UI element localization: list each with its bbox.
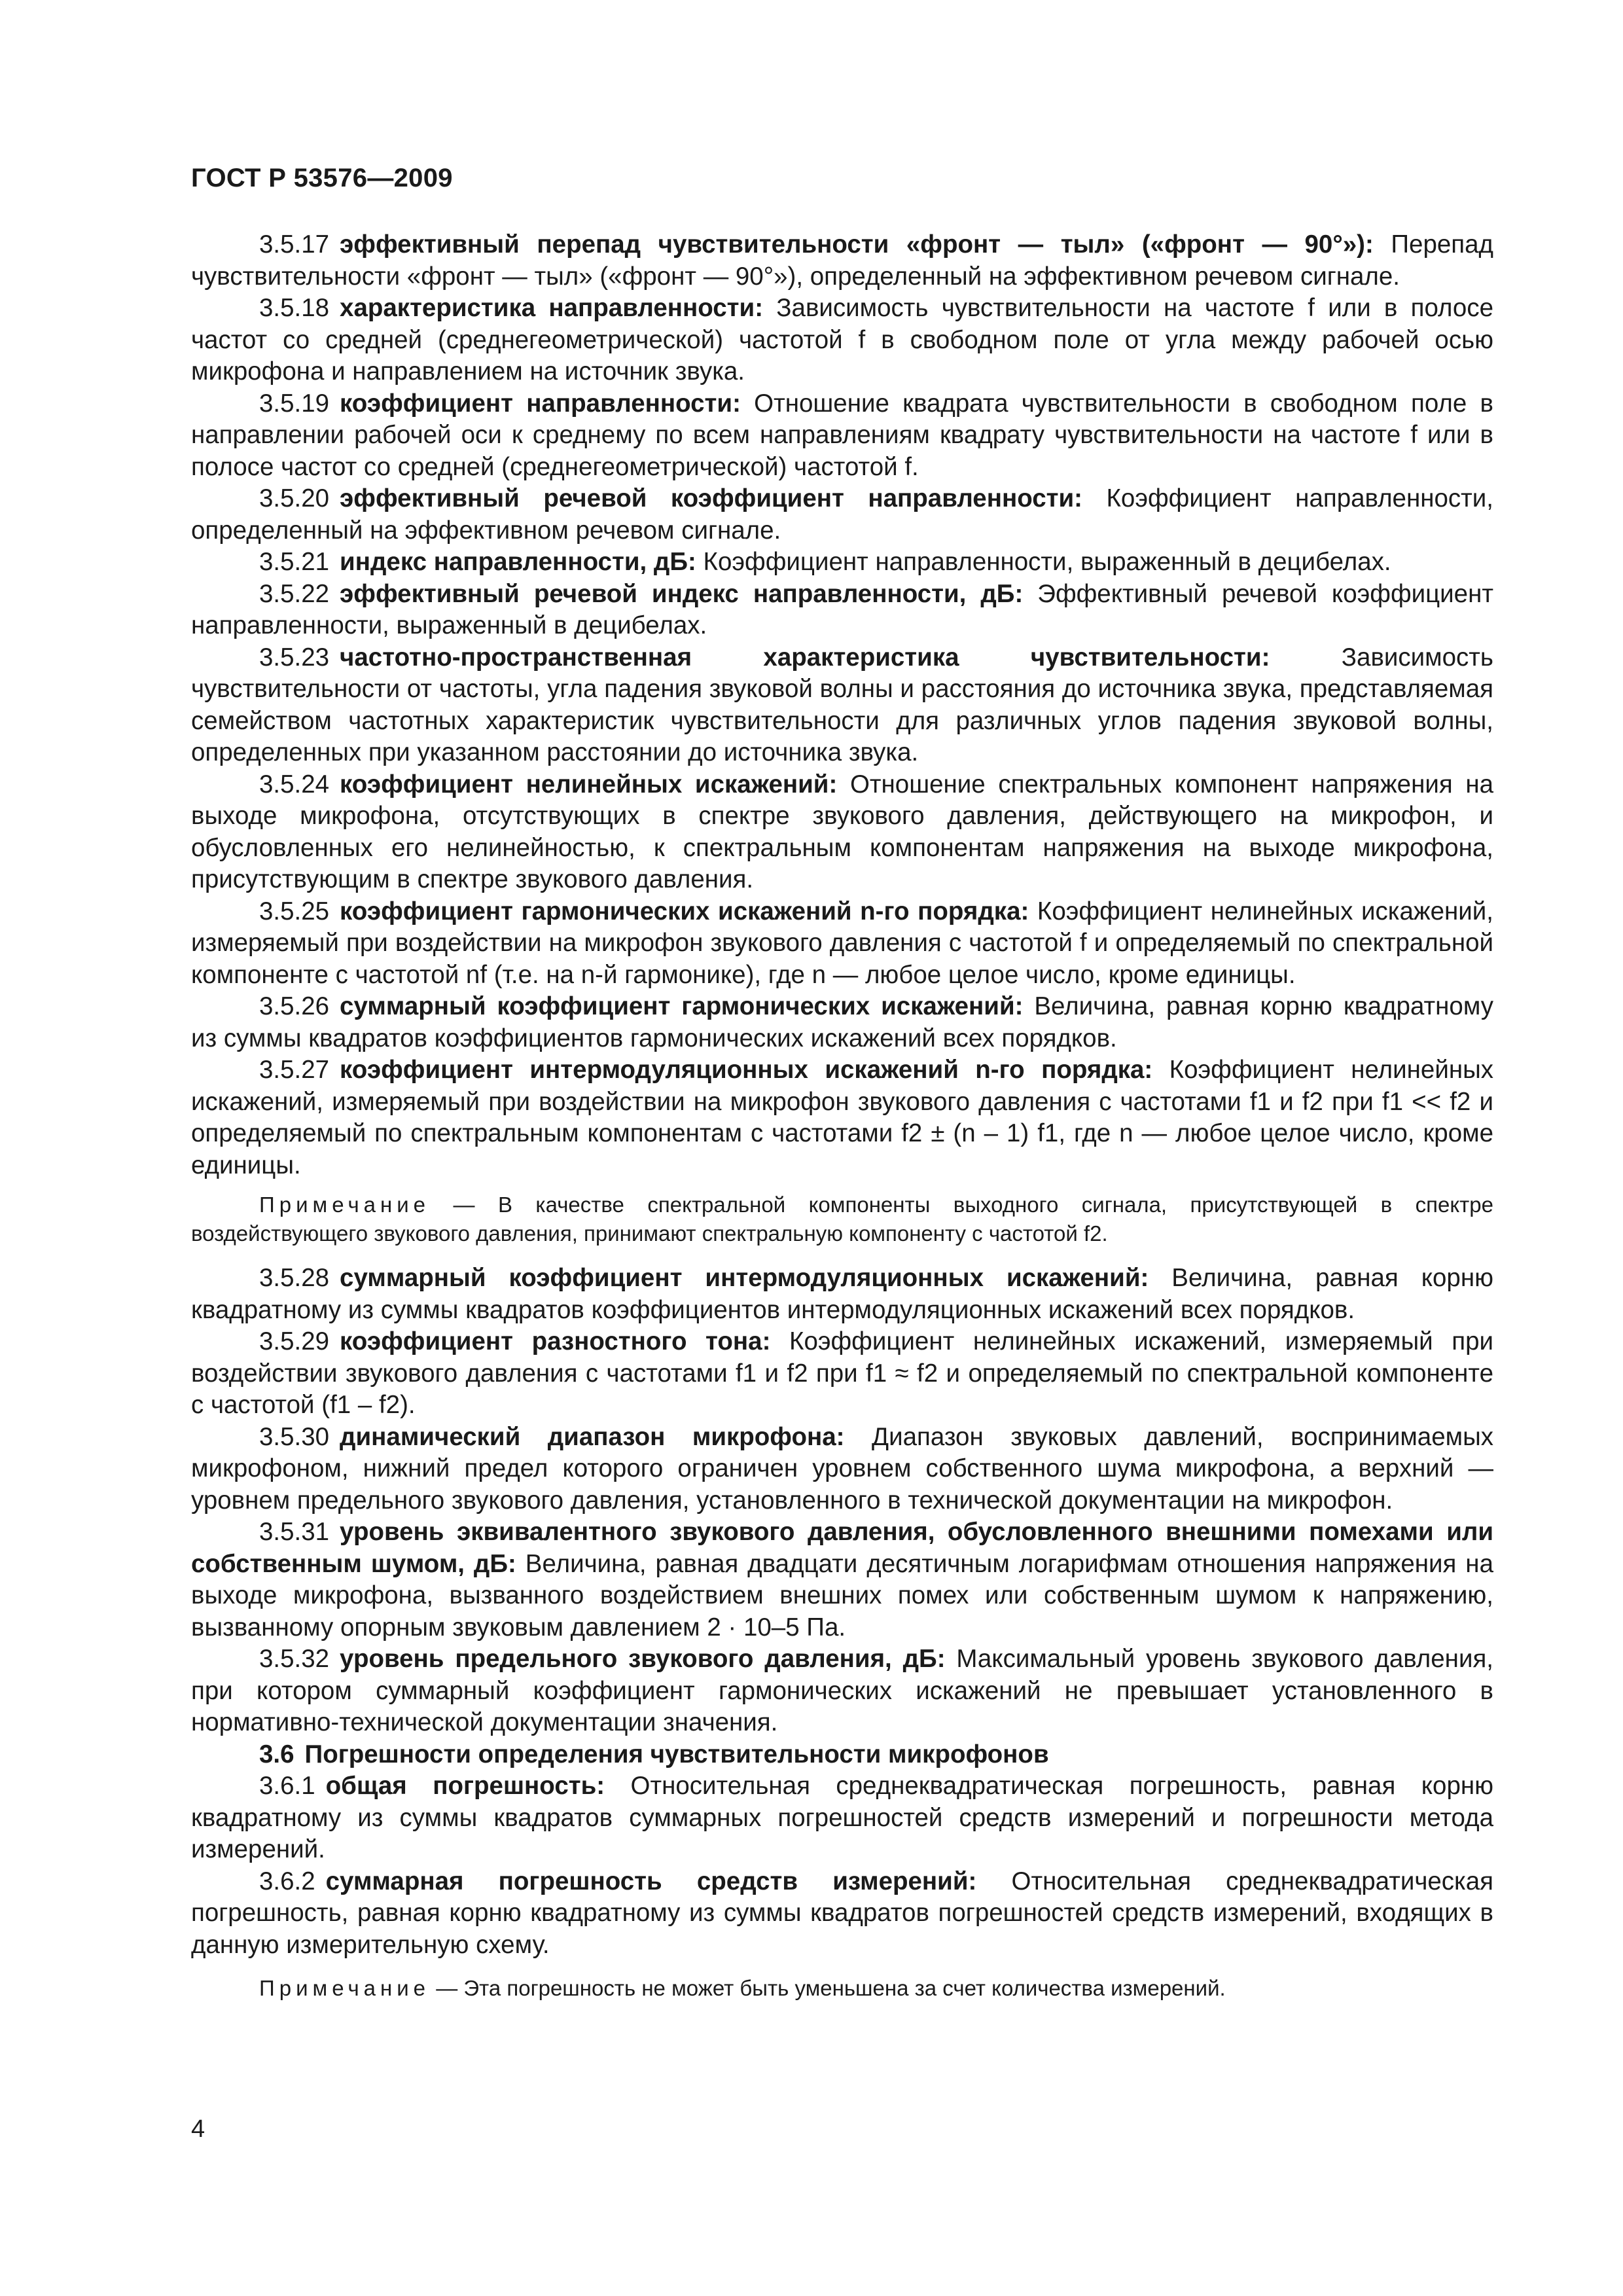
definition: Отношение спектральных компонент напряжения на выходе микрофона, отсутствующих в спектре звукового давления, действующего на микрофон, и обусловленных его нелинейностью, к спектральным компонентам напряжения на выходе микрофона, присутствующим в спектре звукового давления.: [191, 770, 1493, 893]
document-body: [191, 229, 1493, 2017]
note-spectral-component: [191, 1191, 1493, 1248]
paragraph-3-5-17: [191, 229, 1493, 293]
clause-number: 3.5.19: [259, 389, 330, 418]
term: коэффициент интермодуляционных искажений n-го порядка:: [340, 1056, 1153, 1084]
clause-number: 3.5.18: [259, 294, 330, 322]
note-text: — В качестве спектральной компоненты выходного сигнала, присутствующей в спектре воздействующего звукового давления, принимают спектральную компоненту с частотой f2.: [191, 1193, 1493, 1246]
term: суммарный коэффициент интермодуляционных искажений:: [340, 1264, 1149, 1292]
clause-number: 3.5.23: [259, 643, 330, 672]
term: коэффициент направленности:: [340, 389, 741, 418]
paragraph-3-5-18: [191, 293, 1493, 388]
paragraph-3-5-25: [191, 896, 1493, 992]
clause-number: 3.5.32: [259, 1645, 330, 1673]
term: уровень эквивалентного звукового давления, обусловленного внешними помехами или собственным шумом, дБ:: [191, 1518, 1493, 1578]
definition: Максимальный уровень звукового давления, при котором суммарный коэффициент гармонических искажений не превышает установленного в нормативно-технической документации значения.: [191, 1645, 1493, 1736]
clause-number: 3.5.27: [259, 1056, 330, 1084]
term: коэффициент гармонических искажений n-го порядка:: [340, 897, 1029, 925]
clause-number: 3.5.22: [259, 579, 330, 608]
term: характеристика направленности:: [340, 294, 764, 322]
paragraph-3-5-20: [191, 483, 1493, 547]
definition: Величина, равная корню квадратному из суммы квадратов коэффициентов интермодуляционных искажений всех порядков.: [191, 1264, 1493, 1324]
definition: Перепад чувствительности «фронт — тыл» («фронт — 90°»), определенный на эффективном речевом сигнале.: [191, 230, 1493, 291]
clause-number: 3.5.24: [259, 770, 330, 798]
definition: Коэффициент направленности, определенный на эффективном речевом сигнале.: [191, 484, 1493, 545]
paragraph-3-5-21: [191, 547, 1493, 579]
paragraph-3-5-26: [191, 991, 1493, 1054]
clause-number: 3.5.29: [259, 1327, 330, 1355]
definition: Зависимость чувствительности на частоте f или в полосе частот со средней (среднегеометрической) частотой f в свободном поле от угла между рабочей осью микрофона и направлением на источник звука.: [191, 294, 1494, 386]
definition: Коэффициент нелинейных искажений, измеряемый при воздействии на микрофон звукового давления с частотой f и определяемый по спектральной компоненте с частотой nf (т.е. на n-й гармонике), где n — любое целое число, кроме единицы.: [191, 897, 1493, 989]
note-label: Примечание: [259, 1976, 431, 2000]
definition: Коэффициент нелинейных искажений, измеряемый при воздействии звукового давления с частотами f1 и f2 при f1 ≈ f2 и определяемый по спектральной компоненте с частотой (f1 – f2).: [191, 1327, 1494, 1419]
note-label: Примечание: [259, 1193, 431, 1217]
term: коэффициент разностного тона:: [340, 1327, 771, 1355]
paragraph-3-5-22: [191, 579, 1493, 642]
paragraph-3-5-23: [191, 642, 1493, 769]
clause-number: 3.6.2: [259, 1867, 315, 1895]
paragraph-3-5-24: [191, 769, 1493, 896]
note-error-reduction: [191, 1974, 1493, 2003]
definition: Коэффициент направленности, выраженный в децибелах.: [703, 548, 1391, 576]
section-number: 3.6: [259, 1740, 294, 1768]
term: частотно-пространственная характеристика чувствительности:: [340, 643, 1270, 672]
paragraph-3-5-30: [191, 1422, 1493, 1517]
section-heading-3-6: [191, 1739, 1493, 1771]
paragraph-3-6-1: [191, 1770, 1493, 1866]
clause-number: 3.5.31: [259, 1518, 330, 1546]
term: индекс направленности, дБ:: [340, 548, 696, 576]
definition: Величина, равная корню квадратному из суммы квадратов коэффициентов гармонических искажений всех порядков.: [191, 992, 1493, 1052]
paragraph-3-5-27: [191, 1054, 1493, 1181]
paragraph-3-5-32: [191, 1643, 1493, 1739]
definition: Диапазон звуковых давлений, воспринимаемых микрофоном, нижний предел которого ограничен уровнем собственного шума микрофона, а верхний — уровнем предельного звукового давления, установленного в технической документации на микрофон.: [191, 1422, 1494, 1515]
paragraph-3-5-29: [191, 1326, 1493, 1422]
page-number: 4: [191, 2115, 205, 2143]
clause-number: 3.5.21: [259, 548, 330, 576]
clause-number: 3.5.20: [259, 484, 330, 512]
paragraph-3-6-2: [191, 1866, 1493, 1962]
term: общая погрешность:: [325, 1772, 605, 1800]
definition: Величина, равная двадцати десятичным логарифмам отношения напряжения на выходе микрофона, вызванного воздействием внешних помех или собственным шумом к напряжению, вызванному опорным звуковым давлением 2 · 10–5 Па.: [191, 1549, 1493, 1641]
definition: Относительная среднеквадратическая погрешность, равная корню квадратному из суммы квадратов суммарных погрешностей средств измерений и погрешности метода измерений.: [191, 1772, 1494, 1863]
clause-number: 3.5.25: [259, 897, 330, 925]
definition: Зависимость чувствительности от частоты, угла падения звуковой волны и расстояния до источника звука, представляемая семейством частотных характеристик чувствительности для различных углов падения звуковой волны, определенных при указанном расстоянии до источника звука.: [191, 643, 1493, 766]
paragraph-3-5-31: [191, 1516, 1493, 1643]
clause-number: 3.5.30: [259, 1422, 330, 1451]
clause-number: 3.5.26: [259, 992, 330, 1020]
definition: Отношение квадрата чувствительности в свободном поле в направлении рабочей оси к среднему по всем направлениям квадрату чувствительности на частоте f или в полосе частот со средней (среднегеометрической) частотой f.: [191, 389, 1493, 481]
note-text: — Эта погрешность не может быть уменьшена за счет количества измерений.: [436, 1976, 1226, 2000]
term: динамический диапазон микрофона:: [340, 1422, 845, 1451]
clause-number: 3.6.1: [259, 1772, 315, 1800]
paragraph-3-5-19: [191, 388, 1493, 484]
clause-number: 3.5.17: [259, 230, 330, 259]
term: суммарная погрешность средств измерений:: [325, 1867, 977, 1895]
document-header: ГОСТ Р 53576—2009: [191, 164, 453, 192]
definition: Относительная среднеквадратическая погрешность, равная корню квадратному из суммы квадратов погрешностей средств измерений, входящих в данную измерительную схему.: [191, 1867, 1493, 1959]
section-title: Погрешности определения чувствительности микрофонов: [304, 1740, 1049, 1768]
clause-number: 3.5.28: [259, 1264, 330, 1292]
term: суммарный коэффициент гармонических искажений:: [340, 992, 1024, 1020]
term: эффективный речевой индекс направленности, дБ:: [340, 579, 1024, 608]
definition: Эффективный речевой коэффициент направленности, выраженный в децибелах.: [191, 579, 1493, 639]
definition: Коэффициент нелинейных искажений, измеряемый при воздействии на микрофон звукового давления с частотами f1 и f2 при f1 << f2 и определяемый по спектральным компонентам с частотами f2 ± (n – 1) f1, где n — любое целое число, кроме единицы.: [191, 1056, 1494, 1179]
term: эффективный перепад чувствительности «фронт — тыл» («фронт — 90°»):: [340, 230, 1374, 259]
term: коэффициент нелинейных искажений:: [340, 770, 838, 798]
term: уровень предельного звукового давления, дБ:: [340, 1645, 946, 1673]
term: эффективный речевой коэффициент направленности:: [340, 484, 1082, 512]
paragraph-3-5-28: [191, 1263, 1493, 1326]
